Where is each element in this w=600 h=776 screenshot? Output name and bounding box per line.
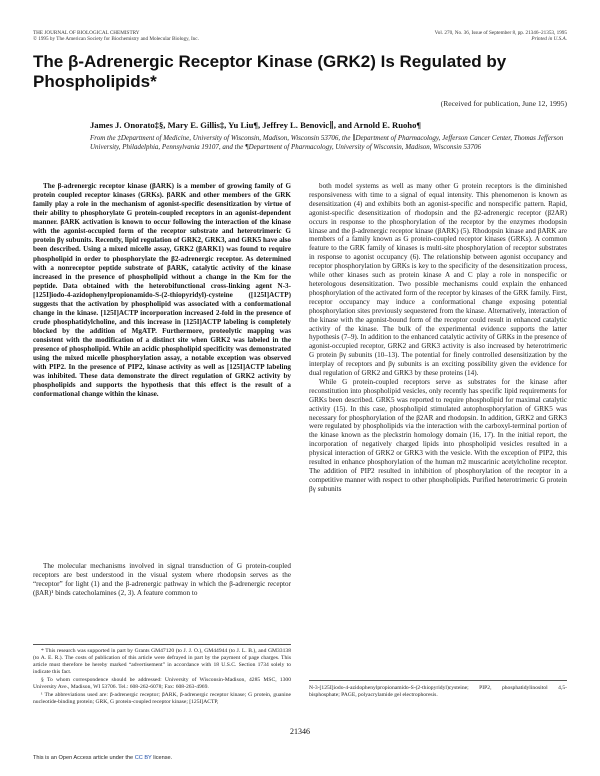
body-right-column [309,182,567,494]
footnotes-left [33,648,291,706]
abstract-text: The β-adrenergic receptor kinase (βARK) is a member of growing family of G protein coupled receptor kinases (GRKs). βARK and other members of the GRK family play a role in the mechanism of agonist-specific desensitization by virtue of their ability to phosphorylate G protein-coupled receptors in an agonist-dependent manner. βARK activation is known to occur following the interaction of the kinase with the agonist-occupied form of the receptor substrate and heterotrimeric G protein βγ subunits. Recently, lipid regulation of GRK2, GRK3, and GRK5 have also been described. Using a mixed micelle assay, GRK2 (βARK1) was found to require phospholipid in order to phosphorylate the β2-adrenergic receptor. As determined with a nonreceptor peptide substrate of βARK, catalytic activity of the kinase increased in the presence of phospholipid without a change in the Km for the peptide. Data obtained with the heterobifunctional cross-linking agent N-3-[125I]iodo-4-azidophenylpropionamido-S-(2-thiopyridyl)-cysteine ([125I]ACTP) suggests that the activation by phospholipid was associated with a conformational change in the kinase. [125I]ACTP incorporation increased 2-fold in the presence of crude phosphatidylcholine, and this increase in [125I]ACTP labeling is completely blocked by the addition of MgATP. Furthermore, proteolytic mapping was consistent with the modification of a distinct site when GRK2 was labeled in the presence of phospholipid. While an acidic phospholipid specificity was demonstrated using the mixed micelle phosphorylation assay, a notable exception was observed with PIP2. In the presence of PIP2, kinase activity as well as [125I]ACTP labeling was inhibited. These data demonstrate the direct regulation of GRK2 activity by phospholipids and supports the hypothesis that this effect is the result of a conformational change within the kinase. [33,182,291,399]
printed-in: Printed in U.S.A. [531,36,567,43]
issue-header [435,30,567,43]
introduction-left [33,562,291,598]
journal-name: THE JOURNAL OF BIOLOGICAL CHEMISTRY [33,30,140,36]
article-title: The β-Adrenergic Receptor Kinase (GRK2) Is Regulated by Phospholipids* [33,52,507,91]
page-number: 21346 [290,727,310,736]
license-suffix: license. [153,755,173,761]
footnote-divider-left [33,644,291,645]
footnote-divider-right [309,680,567,681]
footnote-correspondence: § To whom correspondence should be addressed: University of Wisconsin-Madison, 4285 MSC, 1300 University Ave., Madison, WI 53706. Tel.: 608-262-6078; Fax: 608-263-4969. [33,676,291,690]
body-paragraph-1: both model systems as well as many other G protein receptors is the diminished responsiveness with time to a signal of equal intensity. This phenomenon is known as desensitization (4) and exhibits both an agonist-specific and nonspecific pattern. Rapid, agonist-specific desensitization of rhodopsin and the β2-adrenergic receptor (β2AR) occurs in response to the phosphorylation of the receptor by the enzymes rhodopsin kinase and the β-adrenergic receptor kinase (βARK) (5). Rhodopsin kinase and βARK are members of a family known as G protein-coupled receptor kinases (GRKs). A common feature to the GRK family of kinases is multi-site phosphorylation of receptor substrates in response to agonist occupancy (6). The relationship between agonist occupancy and receptor phosphorylation by GRKs is key to the specificity of the desensitization process, while other kinases such as protein kinase A and C play a role in nonspecific or heterologous desensitization. Two possible mechanisms could explain the enhanced phosphorylation of the activated form of the receptor by kinases of the GRK family. First, receptor occupancy may induce a conformational change exposing potential phosphorylation sites previously sequestered from the kinase. Alternatively, interaction of the kinase with the agonist-bound form of the receptor could result in enhanced catalytic activity of the kinase. The bulk of the experimental evidence supports the latter hypothesis (7–9). In addition to the enhanced catalytic activity of GRKs in the presence of agonist-occupied receptor, GRK2 and GRK3 activity is also increased by heterotrimeric G protein βγ subunits (10–13). The potential for finely controlled desensitization by the interplay of receptors and βγ subunits is an exciting possibility given the evidence for dual regulation of GRK2 and GRK3 by these proteins (14). [309,182,567,378]
intro-paragraph: The molecular mechanisms involved in signal transduction of G protein-coupled receptors are best understood in the visual system where rhodopsin serves as the “receptor” for light (1) and the β-adrenergic pathway in which the β-adrenergic receptor (βAR)¹ binds catecholamines (2, 3). A feature common to [33,562,291,597]
copyright-line: © 1995 by The American Society for Biochemistry and Molecular Biology, Inc. [33,36,199,43]
license-text: This is an Open Access article under the [33,755,134,761]
footnote-funding: * This research was supported in part by Grants GM47120 (to J. J. O.), GM44944 (to J. L. B.), and GM33138 (to A. E. R.). The costs of publication of this article were defrayed in part by the payment of page charges. This article must therefore be hereby marked “advertisement” in accordance with 18 U.S.C. Section 1734 solely to indicate this fact. [33,648,291,676]
author-list: James J. Onorato‡§, Mary E. Gillis‡, Yu Liu¶, Jeffrey L. Benovic∥, and Arnold E. Ruoho¶ [90,120,422,130]
affiliations: From the ‡Department of Medicine, University of Wisconsin, Madison, Wisconsin 53706, the ∥Department of Pharmacology, Jefferson Cancer Center, Thomas Jefferson University, Philadelphia, Pennsylvania 19107, and the ¶Department of Pharmacology, University of Wisconsin, Madison, Wisconsin 53706 [90,134,564,152]
received-date: (Received for publication, June 12, 1995) [440,99,567,108]
journal-header [33,30,199,43]
footnote-abbreviations: ¹ The abbreviations used are: β-adrenergic receptor; βARK, β-adrenergic receptor kinase; G protein, guanine nucleotide-binding protein; GRK, G protein-coupled receptor kinase; [125I]ACTP, [33,691,291,705]
abstract [33,182,291,400]
footnote-right: N-3-[125I]iodo-4-azidophenylpropionamido-S-(2-thiopyridyl)cysteine; PIP2, phosphatidylinositol 4,5-bisphosphate; PAGE, polyacrylamide gel electrophoresis. [309,685,567,699]
cc-by-link[interactable]: CC BY [134,755,152,761]
volume-issue: Vol. 270, No. 36, Issue of September 8, pp. 21346–21353, 1995 [434,30,567,36]
body-paragraph-2: While G protein-coupled receptors serve as substrates for the kinase after reconstitution into phospholipid vesicles, only recently has specific lipid requirements for GRKs been described. GRK5 was reported to require phospholipid for maximal catalytic activity (15). In this case, phospholipid stimulated autophosphorylation of GRK5 was necessary for phosphorylation of the β2AR and rhodopsin. In addition, GRK2 and GRK3 were regulated by phospholipids via the interaction with the carboxyl-terminal portion of the kinase known as the pleckstrin homology domain (16, 17). In the initial report, the incorporation of negatively charged lipids into phospholipid vesicles resulted in a physical interaction of GRK2 or GRK3 with the vesicle. With the exception of PIP2, this resulted in enhance phosphorylation of the human m2 muscarinic acetylcholine receptor. The addition of PIP2 resulted in inhibition of phosphorylation of the receptor in a competitive manner with respect to other phospholipids. Purified heterotrimeric G protein βγ subunits [309,377,567,493]
license-footer [33,755,172,761]
